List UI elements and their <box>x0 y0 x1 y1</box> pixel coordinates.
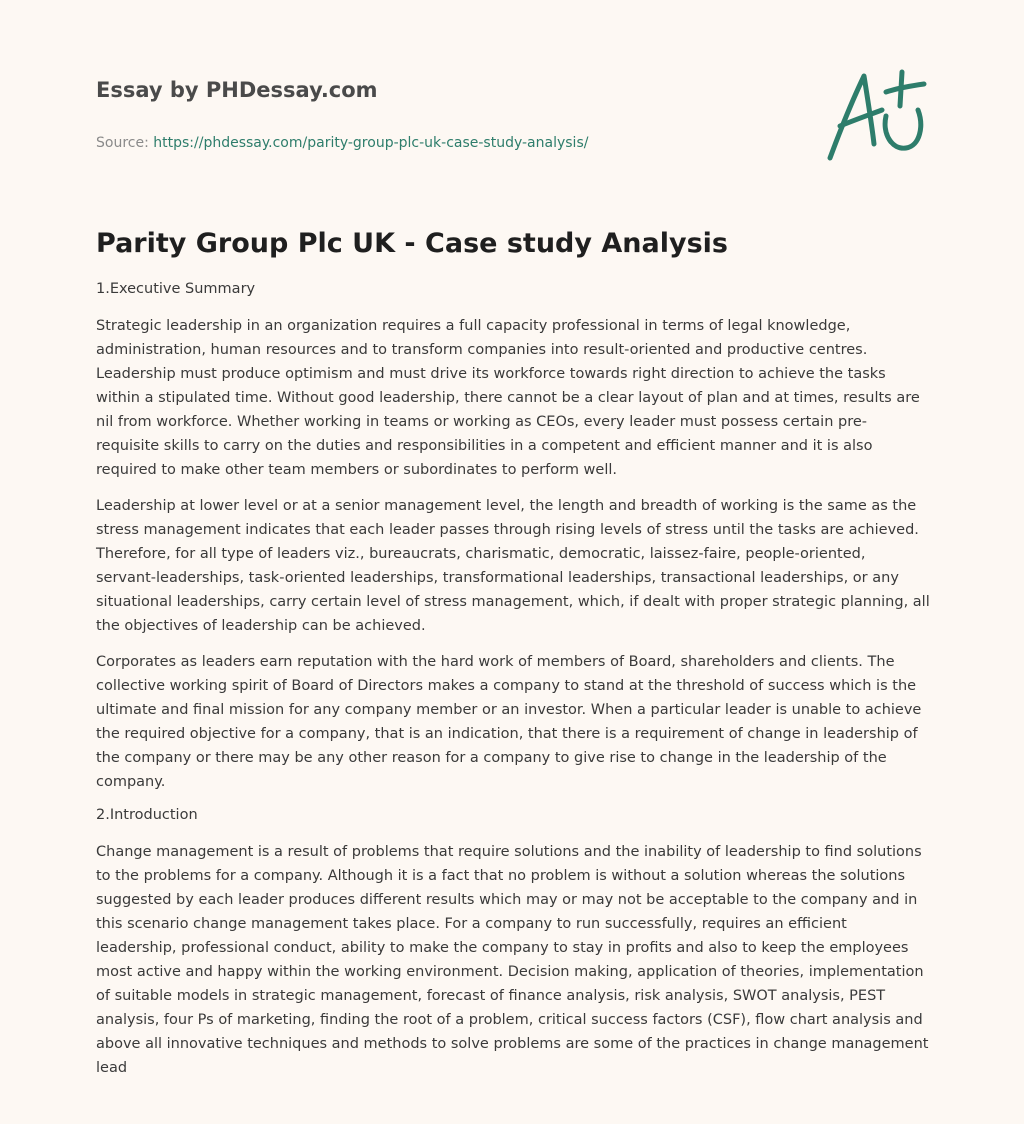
source-label: Source: <box>96 135 149 151</box>
paragraph: Change management is a result of problems that require solutions and the inability of leadership to find solutions to the problems for a company. Although it is a fact that no problem is without a solution whereas the solutions suggested by each leader produces different results which may or may not be acceptable to the company and in this scenario change management takes place. For a company to run successfully, requires an efficient leadership, professional conduct, ability to make the company to stay in profits and also to keep the employees most active and happy within the working environment. Decision making, application of theories, implementation of suitable models in strategic management, forecast of finance analysis, risk analysis, SWOT analysis, PEST analysis, four Ps of marketing, finding the root of a problem, critical success factors (CSF), flow chart analysis and above all innovative techniques and methods to solve problems are some of the practices in change management lead <box>96 844 929 1076</box>
paragraph: Leadership at lower level or at a senior management level, the length and breadth of working is the same as the stress management indicates that each leader passes through rising levels of stress until the tasks are achieved. Therefore, for all type of leaders viz., bureaucrats, charismatic, democratic, laissez-faire, people-oriented, servant-leaderships, task-oriented leaderships, transformational leaderships, transactional leaderships, or any situational leaderships, carry certain level of stress management, which, if dealt with proper strategic planning, all the objectives of leadership can be achieved. <box>96 498 930 634</box>
paragraph: Corporates as leaders earn reputation with the hard work of members of Board, shareholders and clients. The collective working spirit of Board of Directors makes a company to stand at the threshold of success which is the ultimate and final mission for any company member or an investor. When a particular leader is unable to achieve the required objective for a company, that is an indication, that there is a requirement of change in leadership of the company or there may be any other reason for a company to give rise to change in the leadership of the company. <box>96 654 922 790</box>
essay-content <box>96 226 930 1092</box>
section-heading-introduction: 2.Introduction <box>96 807 198 823</box>
section-heading-executive-summary: 1.Executive Summary <box>96 281 256 297</box>
brand-title: Essay by PHDessay.com <box>96 78 378 102</box>
essay-header <box>96 76 796 152</box>
source-link[interactable]: https://phdessay.com/parity-group-plc-uk-case-study-analysis/ <box>153 135 589 151</box>
source-line <box>96 134 796 152</box>
essay-title: Parity Group Plc UK - Case study Analysis <box>96 228 728 259</box>
paragraph: Strategic leadership in an organization requires a full capacity professional in terms of legal knowledge, administration, human resources and to transform companies into result-oriented and productive centres. Leadership must produce optimism and must drive its workforce towards right direction to achieve the tasks within a stipulated time. Without good leadership, there cannot be a clear layout of plan and at times, results are nil from workforce. Whether working in teams or working as CEOs, every leader must possess certain pre-requisite skills to carry on the duties and responsibilities in a competent and efficient manner and it is also required to make other team members or subordinates to perform well. <box>96 318 920 478</box>
a-plus-grade-icon <box>820 66 930 166</box>
